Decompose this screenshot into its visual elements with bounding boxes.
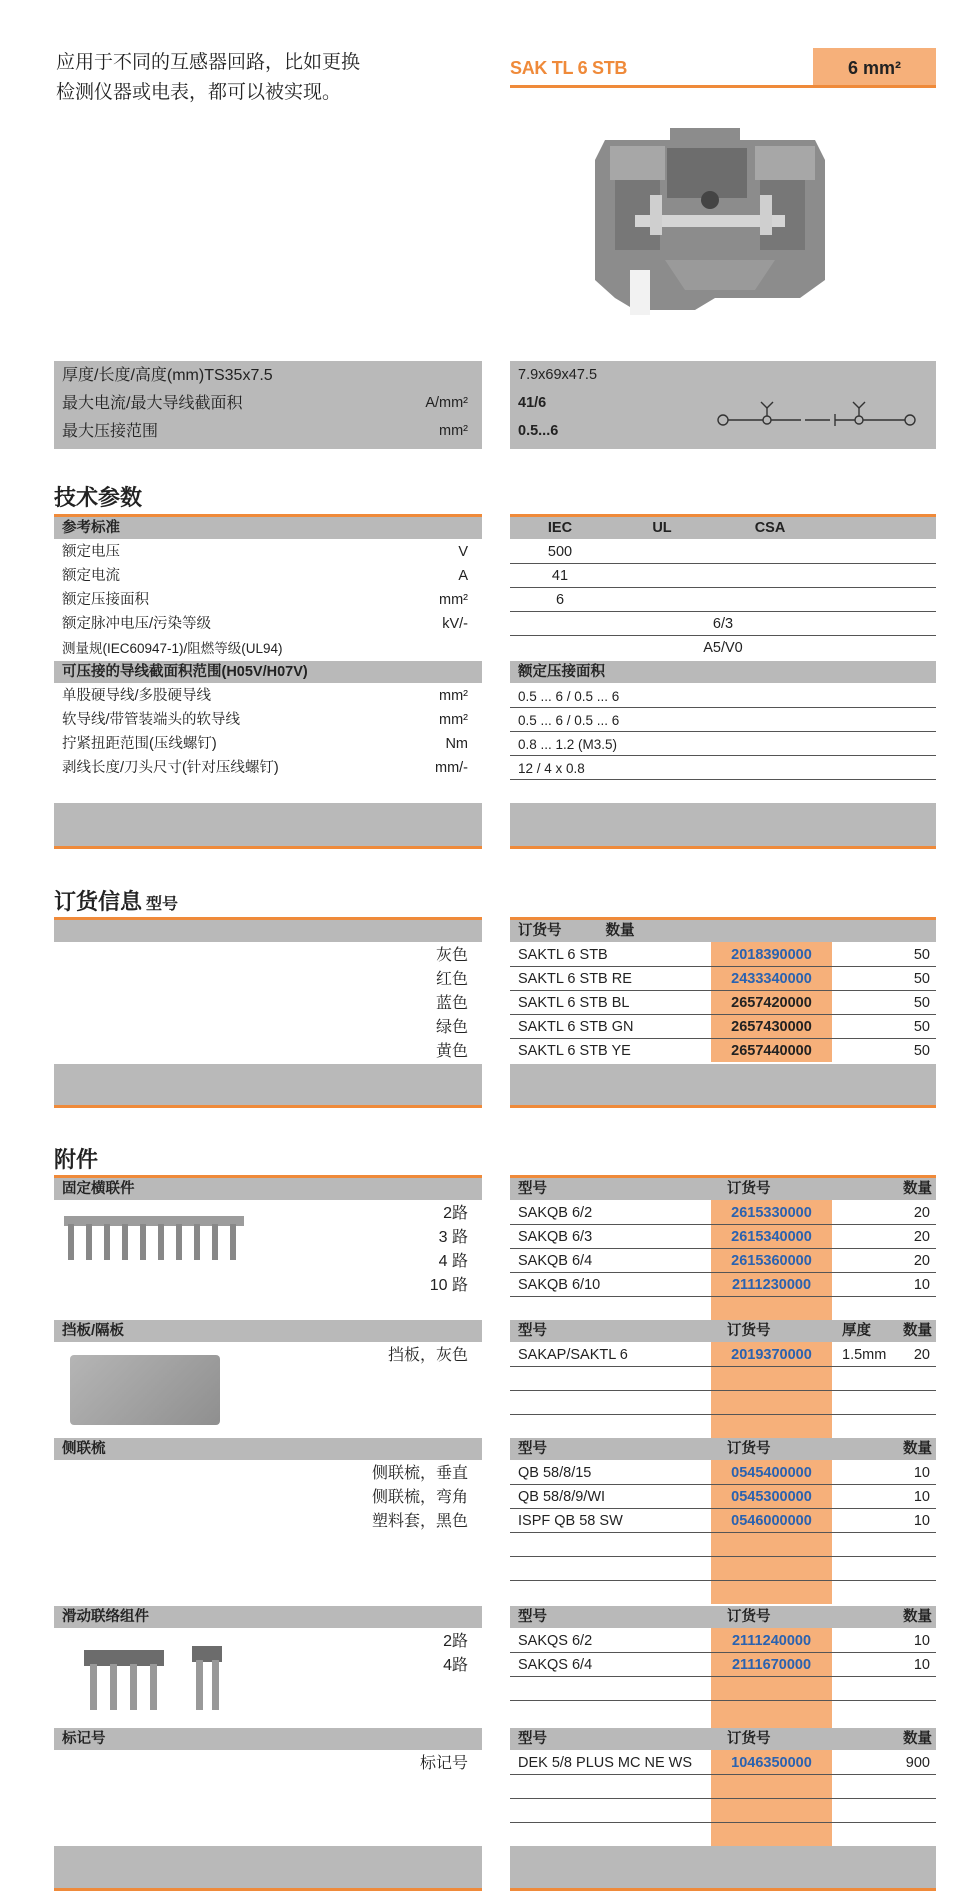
plate-cols-header — [510, 1320, 936, 1342]
divider — [510, 1248, 936, 1249]
bridge-qty-2: 20 — [913, 1205, 930, 1221]
solid-wire-value: 0.5 ... 6 / 0.5 ... 6 — [518, 689, 620, 704]
rated-area-unit: mm² — [439, 592, 468, 608]
rated-current-value: 41 — [551, 568, 569, 584]
bridge-col-type: 型号 — [518, 1181, 547, 1197]
order-qty-yellow: 50 — [913, 1043, 930, 1059]
divider — [510, 966, 936, 967]
divider — [510, 587, 936, 588]
tech-footer-left-line — [54, 846, 482, 849]
intro-line-1: 应用于不同的互感器回路，比如更换 — [56, 52, 361, 73]
rated-area-value: 6 — [555, 592, 565, 608]
divider — [510, 563, 936, 564]
comb-qty-vertical: 10 — [913, 1465, 930, 1481]
order-color-blue: 蓝色 — [435, 995, 468, 1012]
plate-type: SAKAP/SAKTL 6 — [518, 1347, 628, 1363]
comb-type-vertical: QB 58/8/15 — [518, 1465, 592, 1481]
plate-qty: 20 — [913, 1347, 930, 1363]
slide-type-2: SAKQS 6/2 — [518, 1633, 593, 1649]
order-code-yellow[interactable]: 2657440000 — [731, 1043, 812, 1059]
marker-col-order: 订货号 — [727, 1731, 771, 1747]
divider — [510, 1484, 936, 1485]
tech-section-title: 技术参数 — [54, 485, 143, 510]
order-type-gray: SAKTL 6 STB — [518, 947, 608, 963]
order-code-red[interactable]: 2433340000 — [731, 971, 812, 987]
comb-col-order: 订货号 — [727, 1441, 771, 1457]
torque-value: 0.8 ... 1.2 (M3.5) — [518, 737, 618, 752]
order-subtitle: 型号 — [146, 896, 179, 913]
order-title: 订货信息 — [54, 889, 143, 914]
slide-col-type: 型号 — [518, 1609, 547, 1625]
comb-label-vertical: 侧联梳，垂直 — [371, 1465, 468, 1482]
divider — [510, 635, 936, 636]
order-qty-blue: 50 — [913, 995, 930, 1011]
col-csa: CSA — [754, 520, 786, 536]
comb-cols-header — [510, 1438, 936, 1460]
plate-col-type: 型号 — [518, 1323, 547, 1339]
comb-qty-angled: 10 — [913, 1489, 930, 1505]
bridge-header: 固定横联件 — [54, 1178, 482, 1200]
marker-cols-header — [510, 1728, 936, 1750]
divider — [510, 1556, 936, 1557]
order-section-title — [54, 888, 178, 919]
divider — [510, 1296, 936, 1297]
spec-range-value: 0.5...6 — [518, 423, 559, 439]
bridge-cols-header — [510, 1178, 936, 1200]
flex-wire-label: 软导线/带管装端头的软导线 — [62, 712, 241, 728]
plate-col-thick: 厚度 — [842, 1323, 871, 1339]
bridge-type-2: SAKQB 6/2 — [518, 1205, 593, 1221]
order-qty-gray: 50 — [913, 947, 930, 963]
bridge-label-2: 2路 — [443, 1205, 468, 1222]
solid-wire-unit: mm² — [439, 688, 468, 704]
pulse-voltage-unit: kV/- — [442, 616, 468, 632]
slide-cols-header — [510, 1606, 936, 1628]
divider — [510, 779, 936, 780]
divider — [510, 1014, 936, 1015]
comb-code-angled[interactable]: 0545300000 — [731, 1489, 812, 1505]
strip-length-label: 剥线长度/刀头尺寸(针对压线螺钉) — [62, 760, 279, 776]
intro-line-2: 检测仪器或电表，都可以被实现。 — [56, 82, 342, 103]
spec-current-unit: A/mm² — [425, 395, 468, 411]
order-code-green[interactable]: 2657430000 — [731, 1019, 812, 1035]
comb-qty-sleeve: 10 — [913, 1513, 930, 1529]
bridge-label-3: 3 路 — [438, 1229, 468, 1246]
bridge-col-order: 订货号 — [727, 1181, 771, 1197]
pulse-voltage-label: 额定脉冲电压/污染等级 — [62, 616, 212, 632]
divider — [510, 1774, 936, 1775]
product-size-badge — [813, 48, 936, 85]
bridge-qty-4: 20 — [913, 1253, 930, 1269]
marker-col-qty: 数量 — [903, 1731, 932, 1747]
flex-wire-unit: mm² — [439, 712, 468, 728]
order-type-yellow: SAKTL 6 STB YE — [518, 1043, 631, 1059]
page-footer-left — [54, 1846, 482, 1888]
order-code-blue[interactable]: 2657420000 — [731, 995, 812, 1011]
bridge-col-qty: 数量 — [903, 1181, 932, 1197]
order-left-header — [54, 920, 482, 942]
divider — [510, 1224, 936, 1225]
intro-text — [56, 48, 360, 108]
divider — [510, 1798, 936, 1799]
page-footer-right-line — [510, 1888, 936, 1891]
circuit-symbol-icon — [715, 398, 920, 438]
product-size: 6 mm² — [847, 58, 901, 78]
gauge-value: A5/V0 — [703, 640, 743, 656]
end-plate-image — [70, 1355, 220, 1425]
slide-type-4: SAKQS 6/4 — [518, 1657, 593, 1673]
divider — [510, 1700, 936, 1701]
tech-footer-right — [510, 803, 936, 846]
marker-label: 标记号 — [419, 1755, 468, 1772]
spec-current-value: 41/6 — [518, 395, 547, 411]
order-color-green: 绿色 — [435, 1019, 468, 1036]
product-name: SAK TL 6 STB — [510, 58, 628, 78]
comb-col-qty: 数量 — [903, 1441, 932, 1457]
strip-length-value: 12 / 4 x 0.8 — [518, 761, 585, 776]
comb-label-angled: 侧联梳，弯角 — [371, 1489, 468, 1506]
tech-ref-header: 参考标准 — [54, 517, 482, 539]
order-type-blue: SAKTL 6 STB BL — [518, 995, 630, 1011]
divider — [510, 1366, 936, 1367]
marker-code[interactable]: 1046350000 — [731, 1755, 812, 1771]
bridge-code-10[interactable]: 2111230000 — [731, 1277, 812, 1293]
page-footer-right — [510, 1846, 936, 1888]
tech-cols-header — [510, 517, 936, 539]
spec-range-unit: mm² — [439, 423, 468, 439]
tech-footer-left — [54, 803, 482, 846]
order-col-qty: 数量 — [605, 923, 635, 939]
comb-label-sleeve: 塑料套，黑色 — [371, 1513, 468, 1530]
solid-wire-label: 单股硬导线/多股硬导线 — [62, 688, 212, 704]
order-footer-left — [54, 1064, 482, 1106]
torque-label: 拧紧扭距范围(压线螺钉) — [62, 736, 217, 752]
marker-header: 标记号 — [54, 1728, 482, 1750]
order-color-yellow: 黄色 — [435, 1043, 468, 1060]
divider — [510, 1652, 936, 1653]
page-footer-left-line — [54, 1888, 482, 1891]
divider — [510, 1822, 936, 1823]
rated-area-label: 额定压接面积 — [62, 592, 149, 608]
comb-type-sleeve: ISPF QB 58 SW — [518, 1513, 623, 1529]
order-right-header — [510, 920, 936, 942]
order-color-gray: 灰色 — [435, 947, 468, 964]
plate-code[interactable]: 2019370000 — [731, 1347, 812, 1363]
wire-range-header-right: 额定压接面积 — [510, 661, 936, 683]
divider — [510, 1580, 936, 1581]
divider — [510, 755, 936, 756]
order-col-order: 订货号 — [518, 923, 562, 939]
bridge-code-3[interactable]: 2615340000 — [731, 1229, 812, 1245]
slide-col-qty: 数量 — [903, 1609, 932, 1625]
col-iec: IEC — [547, 520, 573, 536]
bridge-label-4: 4 路 — [438, 1253, 468, 1270]
rated-voltage-label: 额定电压 — [62, 544, 120, 560]
slide-label-4: 4路 — [443, 1657, 468, 1674]
order-qty-red: 50 — [913, 971, 930, 987]
slide-header: 滑动联络组件 — [54, 1606, 482, 1628]
comb-code-vertical[interactable]: 0545400000 — [731, 1465, 812, 1481]
product-header-line — [510, 85, 936, 88]
spec-current-label: 最大电流/最大导线截面积 — [62, 395, 243, 412]
slide-code-4[interactable]: 2111670000 — [731, 1657, 812, 1673]
torque-unit: Nm — [445, 736, 468, 752]
order-color-red: 红色 — [435, 971, 468, 988]
strip-length-unit: mm/- — [434, 760, 468, 776]
divider — [510, 707, 936, 708]
bridge-type-4: SAKQB 6/4 — [518, 1253, 593, 1269]
terminal-block-image — [575, 120, 845, 325]
order-qty-green: 50 — [913, 1019, 930, 1035]
marker-qty: 900 — [905, 1755, 930, 1771]
tech-footer-right-line — [510, 846, 936, 849]
pulse-voltage-value: 6/3 — [712, 616, 734, 632]
slide-qty-4: 10 — [913, 1657, 930, 1673]
divider — [510, 1508, 936, 1509]
plate-header: 挡板/隔板 — [54, 1320, 482, 1342]
col-ul: UL — [652, 520, 672, 536]
divider — [510, 1272, 936, 1273]
wire-range-header: 可压接的导线截面积范围(H05V/H07V) — [54, 661, 482, 683]
spec-dims-value: 7.9x69x47.5 — [518, 367, 598, 383]
rated-current-unit: A — [458, 568, 468, 584]
spec-dims-label: 厚度/长度/高度(mm)TS35x7.5 — [62, 367, 273, 384]
order-footer-right-line — [510, 1105, 936, 1108]
bridge-label-10: 10 路 — [429, 1277, 468, 1294]
slide-code-2[interactable]: 2111240000 — [731, 1633, 812, 1649]
order-type-green: SAKTL 6 STB GN — [518, 1019, 634, 1035]
divider — [510, 1414, 936, 1415]
slide-qty-2: 10 — [913, 1633, 930, 1649]
bridge-qty-10: 10 — [913, 1277, 930, 1293]
accessories-title: 附件 — [54, 1147, 99, 1172]
gauge-label: 测量规(IEC60947-1)/阻燃等级(UL94) — [62, 641, 283, 656]
rated-voltage-value: 500 — [547, 544, 573, 560]
comb-header: 侧联梳 — [54, 1438, 482, 1460]
divider — [510, 1532, 936, 1533]
flex-wire-value: 0.5 ... 6 / 0.5 ... 6 — [518, 713, 620, 728]
cross-connector-image — [62, 1214, 247, 1264]
bridge-type-10: SAKQB 6/10 — [518, 1277, 601, 1293]
order-code-gray[interactable]: 2018390000 — [731, 947, 812, 963]
order-footer-left-line — [54, 1105, 482, 1108]
comb-col-type: 型号 — [518, 1441, 547, 1457]
order-footer-right — [510, 1064, 936, 1106]
spec-range-label: 最大压接范围 — [62, 423, 159, 440]
divider — [510, 1038, 936, 1039]
divider — [510, 731, 936, 732]
order-type-red: SAKTL 6 STB RE — [518, 971, 632, 987]
bridge-qty-3: 20 — [913, 1229, 930, 1245]
slide-link-image — [80, 1640, 250, 1720]
divider — [510, 990, 936, 991]
marker-col-type: 型号 — [518, 1731, 547, 1747]
divider — [510, 1390, 936, 1391]
divider — [510, 1676, 936, 1677]
marker-type: DEK 5/8 PLUS MC NE WS — [518, 1755, 693, 1771]
divider — [510, 611, 936, 612]
bridge-code-2[interactable]: 2615330000 — [731, 1205, 812, 1221]
slide-col-order: 订货号 — [727, 1609, 771, 1625]
bridge-code-4[interactable]: 2615360000 — [731, 1253, 812, 1269]
bridge-type-3: SAKQB 6/3 — [518, 1229, 593, 1245]
rated-current-label: 额定电流 — [62, 568, 120, 584]
plate-col-order: 订货号 — [727, 1323, 771, 1339]
rated-voltage-unit: V — [458, 544, 468, 560]
comb-type-angled: QB 58/8/9/WI — [518, 1489, 606, 1505]
slide-label-2: 2路 — [443, 1633, 468, 1650]
plate-col-qty: 数量 — [903, 1323, 932, 1339]
plate-label: 挡板，灰色 — [387, 1347, 468, 1364]
plate-thick: 1.5mm — [842, 1347, 887, 1363]
comb-code-sleeve[interactable]: 0546000000 — [731, 1513, 812, 1529]
